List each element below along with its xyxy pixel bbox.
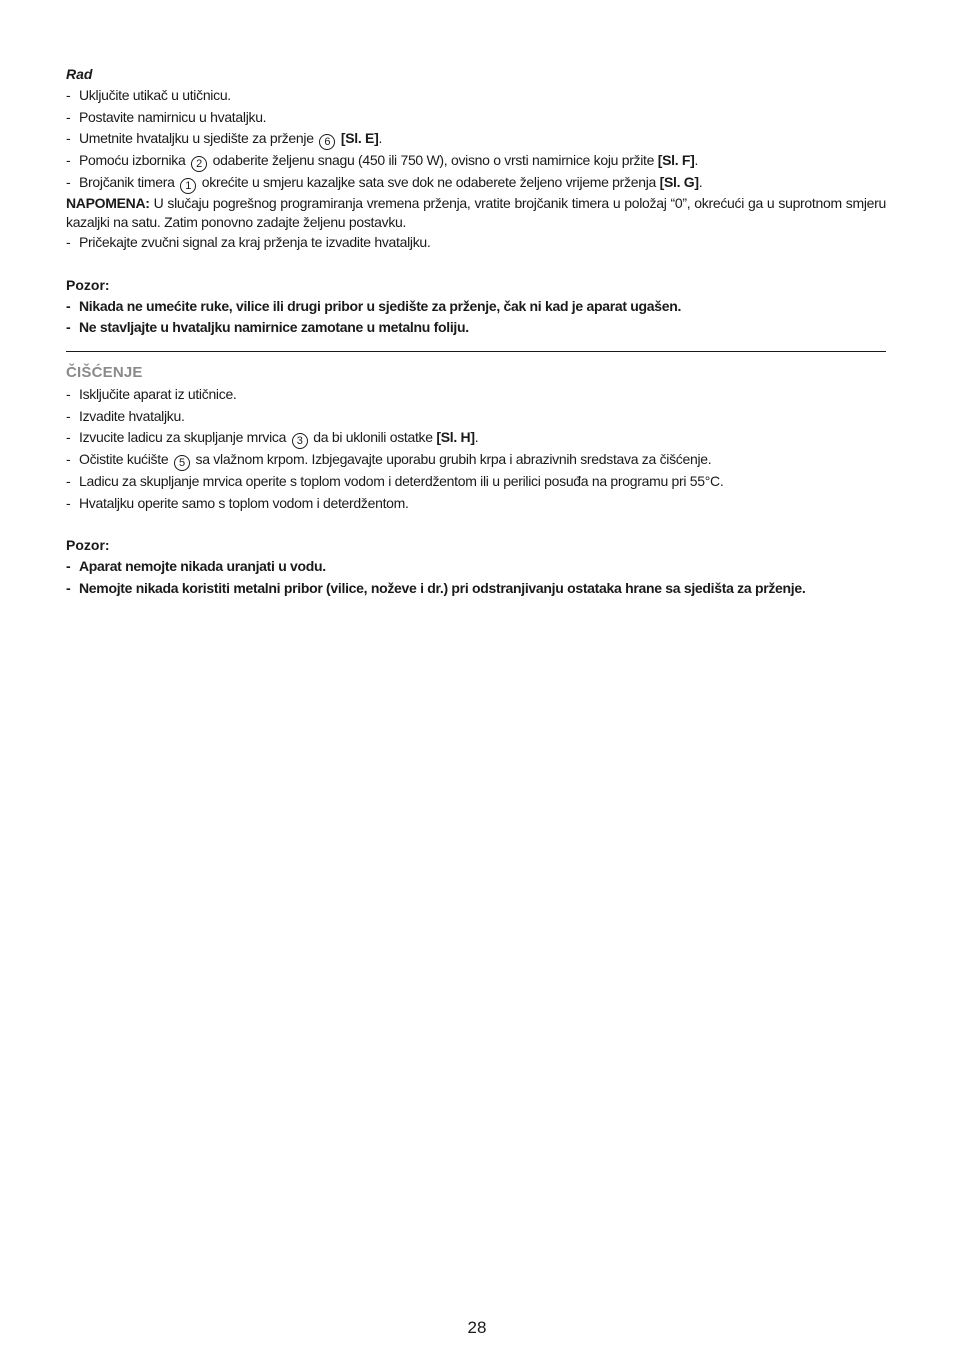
- bullet-dash: -: [66, 407, 71, 424]
- ciscenje-item-1: [66, 384, 886, 406]
- circled-number-2-icon: 2: [191, 156, 207, 172]
- pozor-1-item-2: [66, 317, 886, 339]
- rad-item-text: Uključite utikač u utičnicu.: [79, 87, 231, 103]
- rad-item-text: okrećite u smjeru kazaljke sata sve dok ne odaberete željeno vrijeme prženja: [201, 174, 656, 191]
- rad-item-text: Pričekajte zvučni signal za kraj prženja te izvadite hvataljku.: [79, 234, 431, 251]
- bullet-dash: -: [66, 451, 71, 468]
- rad-item-4: [66, 150, 886, 172]
- bullet-dash: -: [66, 429, 71, 446]
- bullet-dash: -: [66, 319, 71, 336]
- pozor-1-item-1: [66, 296, 886, 318]
- ciscenje-item-text: Hvataljku operite samo s toplom vodom i deterdžentom.: [79, 494, 409, 511]
- ciscenje-item-text: da bi uklonili ostatke: [313, 429, 433, 446]
- rad-item-text: Pomoću izbornika: [79, 152, 186, 169]
- rad-item-punct: .: [698, 174, 703, 191]
- bullet-dash: -: [66, 174, 71, 191]
- rad-item-text: Postavite namirnicu u hvataljku.: [79, 108, 267, 125]
- rad-item-text: odaberite željenu snagu (450 ili 750 W), ovisno o vrsti namirnice koju pržite: [212, 152, 655, 169]
- ciscenje-item-punct: .: [474, 429, 479, 446]
- ciscenje-item-5: [66, 471, 886, 493]
- rad-item-5: [66, 172, 886, 194]
- ciscenje-item-6: [66, 493, 886, 515]
- bullet-dash: -: [66, 234, 71, 251]
- bullet-dash: -: [66, 473, 71, 490]
- ciscenje-item-4: [66, 449, 886, 471]
- bullet-dash: -: [66, 130, 71, 147]
- ciscenje-item-3: [66, 427, 886, 449]
- warning-text: Ne stavljajte u hvataljku namirnice zamotane u metalnu foliju.: [79, 319, 469, 336]
- circled-number-3-icon: 3: [292, 433, 308, 449]
- bullet-dash: -: [66, 579, 71, 596]
- ciscenje-item-text: Izvadite hvataljku.: [79, 407, 185, 424]
- note-paragraph: [66, 194, 886, 232]
- figure-reference: [Sl. G]: [659, 174, 699, 191]
- pozor-2-item-1: [66, 556, 886, 578]
- ciscenje-heading: ČIŠĆENJE: [66, 363, 143, 381]
- pozor-heading-1: Pozor:: [66, 276, 110, 293]
- document-page: [66, 64, 886, 600]
- rad-item-punct: .: [378, 130, 383, 147]
- bullet-dash: -: [66, 558, 71, 575]
- bullet-dash: -: [66, 385, 71, 402]
- ciscenje-item-text: Očistite kućište: [79, 451, 169, 468]
- ciscenje-item-text: Izvucite ladicu za skupljanje mrvica: [79, 429, 287, 446]
- circled-number-6-icon: 6: [319, 134, 335, 150]
- rad-item-text: Brojčanik timera: [79, 174, 175, 191]
- ciscenje-item-2: [66, 406, 886, 428]
- bullet-dash: -: [66, 494, 71, 511]
- bullet-dash: -: [66, 108, 71, 125]
- ciscenje-item-text: sa vlažnom krpom. Izbjegavajte uporabu grubih krpa i abrazivnih sredstava za čišćenje.: [195, 451, 712, 468]
- note-text: U slučaju pogrešnog programiranja vremena prženja, vratite brojčanik timera u položaj “0”, okrećući ga u suprotnom smjeru kazaljki na satu. Zatim ponovno zadajte željenu postavku.: [66, 195, 887, 231]
- rad-item-punct: .: [694, 152, 699, 169]
- pozor-2-item-2: [66, 578, 886, 600]
- circled-number-1-icon: 1: [180, 178, 196, 194]
- circled-number-5-icon: 5: [174, 455, 190, 471]
- figure-reference: [Sl. F]: [657, 152, 695, 169]
- bullet-dash: -: [66, 152, 71, 169]
- warning-text: Nikada ne umećite ruke, vilice ili drugi pribor u sjedište za prženje, čak ni kad je aparat ugašen.: [79, 297, 682, 314]
- bullet-dash: -: [66, 87, 71, 103]
- bullet-dash: -: [66, 297, 71, 314]
- rad-item-1: [66, 85, 886, 107]
- page-number: 28: [467, 1318, 487, 1337]
- rad-item-2: [66, 107, 886, 129]
- section-divider: [66, 351, 886, 352]
- warning-text: Aparat nemojte nikada uranjati u vodu.: [79, 558, 326, 575]
- ciscenje-item-text: Ladicu za skupljanje mrvica operite s toplom vodom i deterdžentom ili u perilici posuđa na programu pri 55°C.: [79, 473, 724, 490]
- warning-text: Nemojte nikada koristiti metalni pribor (vilice, noževe i dr.) pri odstranjivanju ostataka hrane sa sjedišta za prženje.: [79, 579, 806, 596]
- rad-heading: Rad: [66, 66, 93, 82]
- pozor-heading-2: Pozor:: [66, 537, 110, 554]
- rad-item-6: [66, 232, 886, 254]
- figure-reference: [Sl. H]: [436, 429, 475, 446]
- rad-item-3: [66, 128, 886, 150]
- figure-reference: [Sl. E]: [340, 130, 379, 147]
- ciscenje-item-text: Isključite aparat iz utičnice.: [79, 385, 237, 402]
- rad-item-text: Umetnite hvataljku u sjedište za prženje: [79, 130, 314, 147]
- note-label: NAPOMENA:: [66, 195, 150, 212]
